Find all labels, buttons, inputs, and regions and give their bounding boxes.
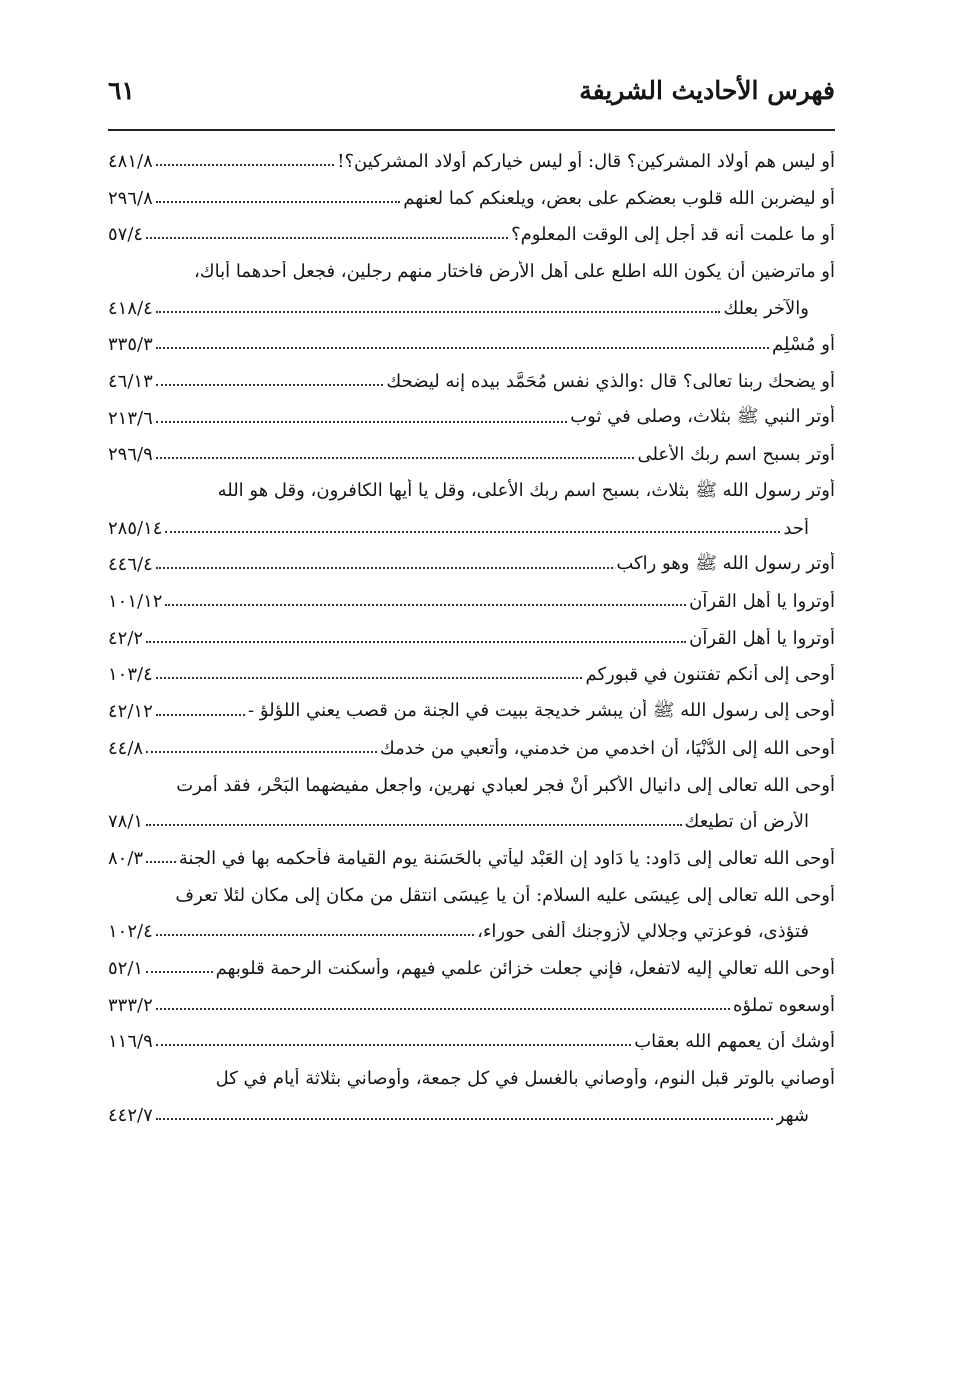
dot-leader [146,640,686,643]
volume-page-reference: ٤١٨/٤ [108,297,153,319]
entry-text: أوحى الله تعالى إلى عِيسَى عليه السلام: أن يا عِيسَى انتقل من مكان إلى مكان لئلا تعرف [175,884,835,906]
index-entry [108,363,835,400]
entry-text: أحد [783,517,809,539]
index-entry [108,730,835,767]
entry-text: أوتروا يا أهل القرآن [689,627,835,649]
dot-leader [156,163,334,166]
entry-line [108,987,835,1024]
index-entry [108,767,835,840]
entry-text: فتؤذى، فوعزتي وجلالي لأزوجنك ألفى حوراء، [477,921,809,943]
dot-leader [156,676,583,679]
volume-page-reference: ٣٣٥/٣ [108,334,153,356]
entry-line [108,1060,835,1097]
index-entry [108,877,835,950]
dot-leader [146,860,176,863]
entry-line [108,180,835,217]
dot-leader [156,1043,631,1046]
index-entry [108,840,835,877]
volume-page-reference: ٤٤/٨ [108,737,144,759]
volume-page-reference: ١١٦/٩ [108,1031,153,1053]
volume-page-reference: ١٠١/١٢ [108,591,163,613]
page-title: فهرس الأحاديث الشريفة [579,75,835,105]
entry-line [108,620,835,657]
dot-leader [156,1117,773,1120]
volume-page-reference: ٧٨/١ [108,811,144,833]
entry-text: أو ليضربن الله قلوب بعضكم على بعض، ويلعنكم كما لعنهم [403,187,835,209]
entry-text: أوتر النبي ﷺ بثلاث، وصلى في ثوب [570,406,835,428]
volume-page-reference: ٢٩٦/٩ [108,444,153,466]
volume-page-reference: ١٠٢/٤ [108,921,153,943]
entry-line [108,473,835,510]
index-entry [108,437,835,474]
entry-text: أو ليس هم أولاد المشركين؟ قال: أو ليس خياركم أولاد المشركين؟! [337,150,835,172]
entry-line [108,1024,835,1061]
entry-line [108,326,835,363]
index-entry [108,253,835,326]
index-entry [108,657,835,694]
entry-line [108,583,835,620]
index-entry [108,216,835,253]
entry-text: أوشك أن يعمهم الله بعقاب [634,1031,835,1053]
volume-page-reference: ٤٢/٢ [108,627,144,649]
volume-page-reference: ٨٠/٣ [108,847,144,869]
index-entry [108,987,835,1024]
header-rule [108,129,835,131]
volume-page-reference: ٤٢/١٢ [108,701,153,723]
entry-continuation-line [108,913,835,950]
dot-leader [156,456,635,459]
volume-page-reference: ٤٤٦/٤ [108,554,153,576]
entry-line [108,730,835,767]
index-entry [108,1024,835,1061]
entry-line [108,216,835,253]
entry-continuation-line [108,803,835,840]
volume-page-reference: ٢١٣/٦ [108,407,153,429]
page-number: ٦١ [108,75,135,105]
entry-text: أوسعوه تملؤه [732,994,835,1016]
index-entry [108,400,835,437]
dot-leader [165,530,780,533]
entry-text: أوحى الله إلى الدُّنْيَا، أن اخدمي من خدمني، وأتعبي من خدمك [379,737,835,759]
volume-page-reference: ٣٣٣/٢ [108,994,153,1016]
entry-text: أوحى إلى أنكم تفتنون في قبوركم [585,664,835,686]
index-entry [108,620,835,657]
dot-leader [146,750,377,753]
entry-text: أو مُسْلِم [771,334,835,356]
index-entry [108,950,835,987]
index-entry [108,583,835,620]
entry-text: أو يضحك ربنا تعالى؟ قال :والذي نفس مُحَمَّد بيده إنه ليضحك [386,370,835,392]
entry-text: أوتر بسبح اسم ربك الأعلى [637,444,835,466]
volume-page-reference: ٢٩٦/٨ [108,187,153,209]
entry-continuation-line [108,510,835,547]
volume-page-reference: ١٠٣/٤ [108,664,153,686]
entry-line [108,253,835,290]
index-entry [108,693,835,730]
dot-leader [156,420,567,423]
entry-line [108,657,835,694]
entry-text: أوتروا يا أهل القرآن [689,591,835,613]
entry-text: شهر [775,1104,809,1126]
volume-page-reference: ٤٤٢/٧ [108,1104,153,1126]
index-entry [108,326,835,363]
entry-continuation-line [108,290,835,327]
entry-text: أوحى الله تعالى إلى دَاود: يا دَاود إن العَبْد ليأتي بالحَسَنة يوم القيامة فأحكمه بها في الجنة [178,847,835,869]
entry-line [108,363,835,400]
index-entry [108,1060,835,1133]
index-entry [108,547,835,584]
entry-text: أوتر رسول الله ﷺ بثلاث، بسبح اسم ربك الأعلى، وقل يا أيها الكافرون، وقل هو الله [217,479,835,501]
entry-line [108,143,835,180]
index-entry [108,180,835,217]
entry-line [108,950,835,987]
dot-leader [156,713,245,716]
dot-leader [146,970,212,973]
entry-line [108,767,835,804]
index-entry [108,143,835,180]
entry-line [108,437,835,474]
entry-text: والآخر بعلك [723,297,809,319]
dot-leader [156,200,400,203]
dot-leader [165,603,686,606]
volume-page-reference: ٤٦/١٣ [108,370,153,392]
entry-text: أوتر رسول الله ﷺ وهو راكب [616,552,835,574]
entry-continuation-line [108,1097,835,1134]
entry-text: أوحى الله تعالي إليه لاتفعل، فإني جعلت خزائن علمي فيهم، وأسكنت الرحمة قلوبهم [215,957,835,979]
entry-text: أوحى إلى رسول الله ﷺ أن يبشر خديجة ببيت في الجنة من قصب يعني اللؤلؤ - [248,699,835,721]
page-header [108,60,835,120]
entry-text: أو ما علمت أنه قد أجل إلى الوقت المعلوم؟ [511,224,835,246]
dot-leader [156,310,721,313]
index-entry [108,473,835,546]
dot-leader [156,383,384,386]
entry-text: أوحى الله تعالى إلى دانيال الأكبر أنْ فجر لعبادي نهرين، واجعل مفيضهما البَحْر، فقد أمرت [176,774,835,796]
entry-line [108,547,835,584]
entry-line [108,877,835,914]
dot-leader [156,933,474,936]
dot-leader [156,566,614,569]
entry-line [108,400,835,437]
entry-text: أوصاني بالوتر قبل النوم، وأوصاني بالغسل في كل جمعة، وأوصاني بثلاثة أيام في كل [215,1068,835,1090]
volume-page-reference: ٥٢/١ [108,957,144,979]
dot-leader [156,346,769,349]
volume-page-reference: ٤٨١/٨ [108,150,153,172]
dot-leader [146,823,681,826]
entry-line [108,693,835,730]
dot-leader [156,1007,730,1010]
dot-leader [146,236,508,239]
volume-page-reference: ٢٨٥/١٤ [108,517,163,539]
hadith-index-list [108,143,835,1134]
entry-line [108,840,835,877]
entry-text: أو ماترضين أن يكون الله اطلع على أهل الأرض فاختار منهم رجلين، فجعل أحدهما أباك، [193,260,835,282]
volume-page-reference: ٥٧/٤ [108,224,144,246]
entry-text: الأرض أن تطيعك [684,811,809,833]
